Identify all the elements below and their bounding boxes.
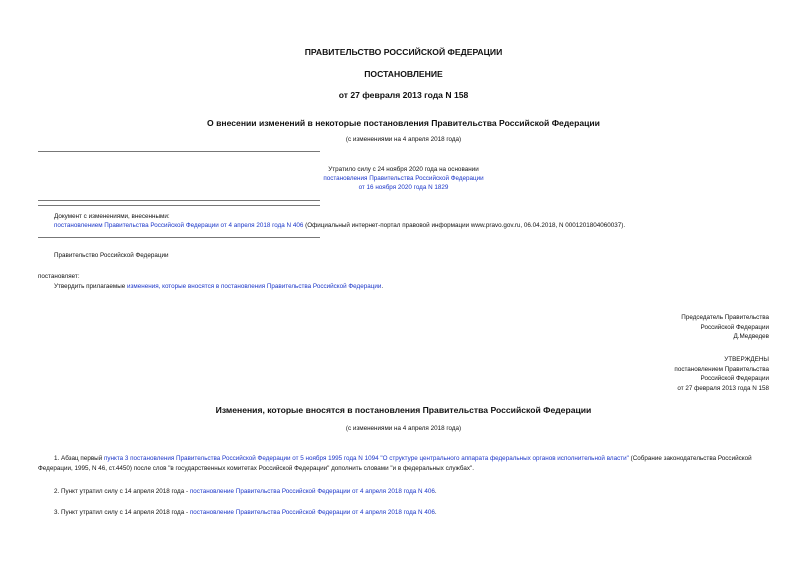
annex-item-prefix: 1. Абзац первый: [54, 455, 104, 462]
document-type: ПОСТАНОВЛЕНИЕ: [364, 69, 443, 79]
expired-link-line2[interactable]: от 16 ноября 2020 года N 1829: [358, 184, 449, 191]
decides-label: постановляет:: [38, 273, 80, 280]
divider: [38, 237, 320, 238]
approved-line2: постановлением Правительства: [674, 366, 769, 373]
document-title: О внесении изменений в некоторые постановления Правительства Российской Федерации: [207, 118, 600, 128]
changes-label: Документ с изменениями, внесенными:: [54, 213, 170, 220]
annex-item-link[interactable]: постановление Правительства Российской Федерации от 4 апреля 2018 года N 406: [189, 488, 435, 495]
approve-link[interactable]: изменения, которые вносятся в постановления Правительства Российской Федерации: [127, 283, 382, 290]
expired-link-line1[interactable]: постановления Правительства Российской Федерации: [323, 175, 484, 182]
annex-item: [38, 454, 769, 474]
annex-item-link[interactable]: пункта 3 постановления Правительства Российской Федерации от 5 ноября 1995 года N 1094 "О структуре центрального аппарата федеральных органов исполнительной власти": [103, 455, 629, 462]
divider: [38, 151, 320, 152]
annex-item-prefix: 3. Пункт утратил силу с 14 апреля 2018 года -: [54, 509, 190, 516]
signature-line1: Председатель Правительства: [681, 314, 769, 321]
changes-source: (Официальный интернет-портал правовой информации www.pravo.gov.ru, 06.04.2018, N 0001201804060037).: [303, 222, 626, 229]
approve-prefix: Утвердить прилагаемые: [54, 283, 127, 290]
amendment-note: (с изменениями на 4 апреля 2018 года): [345, 136, 462, 143]
approve-suffix: .: [381, 283, 384, 290]
issuer: Правительство Российской Федерации: [54, 252, 169, 259]
government-heading: ПРАВИТЕЛЬСТВО РОССИЙСКОЙ ФЕДЕРАЦИИ: [304, 47, 503, 57]
annex-amendment-note: (с изменениями на 4 апреля 2018 года): [345, 425, 462, 432]
annex-item-prefix: 2. Пункт утратил силу с 14 апреля 2018 года -: [54, 488, 190, 495]
approve-paragraph: [54, 283, 383, 291]
annex-item-link[interactable]: постановление Правительства Российской Федерации от 4 апреля 2018 года N 406: [189, 509, 435, 516]
annex-item-suffix: .: [434, 509, 437, 516]
changes-link[interactable]: постановлением Правительства Российской Федерации от 4 апреля 2018 года N 406: [54, 222, 304, 229]
divider: [38, 200, 320, 201]
approved-line1: УТВЕРЖДЕНЫ: [724, 356, 769, 363]
divider: [38, 205, 320, 206]
annex-item: [54, 488, 437, 496]
annex-item-suffix: (Собрание законодательства Российской Федерации, 1995, N 46, ст.4450) после слов "в государственных комитетах Российской Федерации" дополнить словами "и в федеральных службах".: [38, 455, 752, 472]
annex-title: Изменения, которые вносятся в постановления Правительства Российской Федерации: [215, 405, 592, 415]
signature-line2: Российской Федерации: [700, 324, 769, 331]
signature-name: Д.Медведев: [733, 333, 769, 340]
document-date-number: от 27 февраля 2013 года N 158: [338, 90, 469, 100]
expired-notice: Утратило силу с 24 ноября 2020 года на основании: [328, 166, 479, 173]
approved-line4: от 27 февраля 2013 года N 158: [677, 385, 769, 392]
annex-item-suffix: .: [434, 488, 437, 495]
annex-item: [54, 509, 437, 517]
changes-source-line: [54, 222, 774, 230]
approved-line3: Российской Федерации: [700, 375, 769, 382]
